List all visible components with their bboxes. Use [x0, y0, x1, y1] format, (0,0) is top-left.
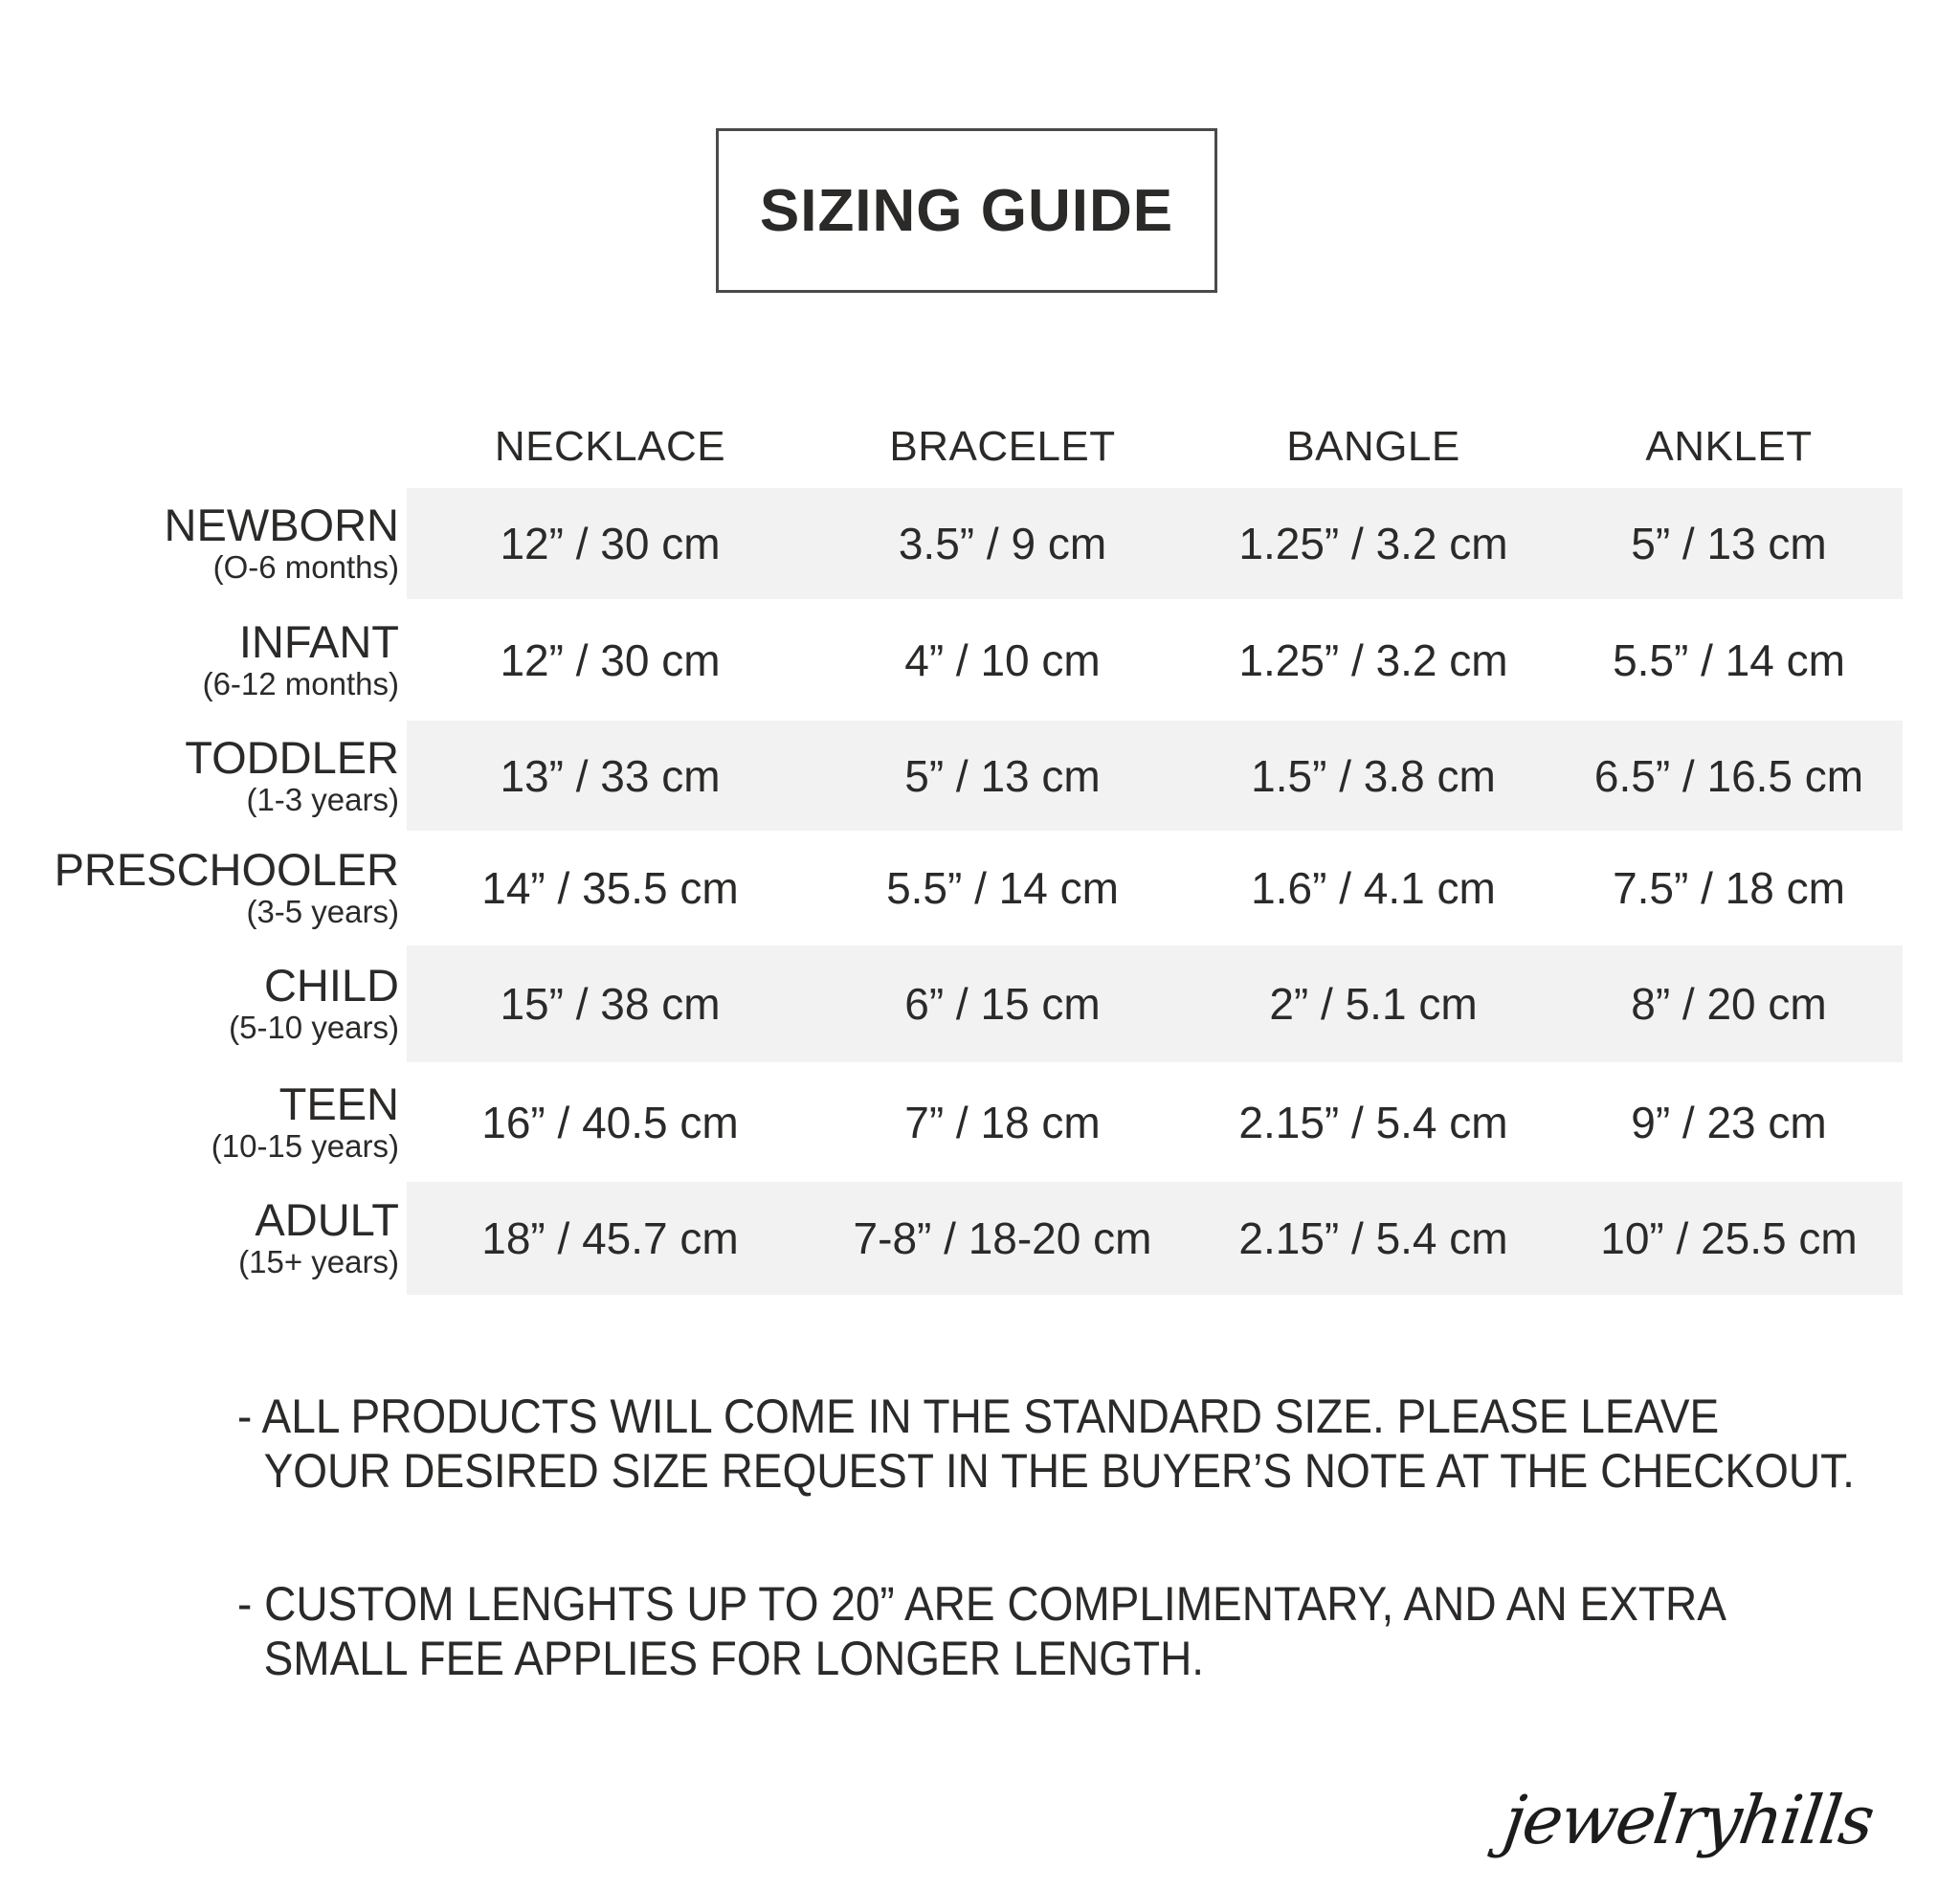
- page-title: SIZING GUIDE: [759, 177, 1174, 244]
- cell-child-necklace: 15” / 38 cm: [407, 945, 813, 1062]
- note-line: SMALL FEE APPLIES FOR LONGER LENGTH.: [263, 1632, 1205, 1685]
- note-line: - ALL PRODUCTS WILL COME IN THE STANDARD SIZE. PLEASE LEAVE: [237, 1390, 1720, 1443]
- row-label-text: CHILD: [263, 960, 399, 1011]
- cell-infant-necklace: 12” / 30 cm: [500, 634, 721, 685]
- row-label-preschooler: [0, 831, 407, 945]
- row-label-adult: [0, 1182, 407, 1295]
- row-age-text: (O-6 months): [212, 549, 399, 585]
- cell-infant-anklet: 5.5” / 14 cm: [1613, 634, 1845, 685]
- cell-newborn-bracelet: 3.5” / 9 cm: [813, 488, 1192, 599]
- column-header-bangle: BANGLE: [1286, 423, 1460, 470]
- cell-child-bracelet: 6” / 15 cm: [813, 945, 1192, 1062]
- row-age-text: (1-3 years): [246, 781, 399, 817]
- note-line: - CUSTOM LENGHTS UP TO 20” ARE COMPLIMENTARY, AND AN EXTRA: [237, 1577, 1726, 1631]
- cell-infant-bracelet: 4” / 10 cm: [904, 634, 1101, 685]
- cell-child-anklet: 8” / 20 cm: [1555, 945, 1903, 1062]
- row-label-text: ADULT: [255, 1194, 399, 1245]
- note-custom-lengths: [237, 1577, 1787, 1686]
- footer-notes: [237, 1390, 1922, 1686]
- row-age-text: (3-5 years): [246, 894, 399, 929]
- cell-toddler-bangle: 1.5” / 3.8 cm: [1192, 721, 1555, 831]
- row-label-teen: [0, 1062, 407, 1182]
- column-header-necklace: NECKLACE: [494, 423, 726, 470]
- cell-child-bangle: 2” / 5.1 cm: [1192, 945, 1555, 1062]
- cell-newborn-anklet: 5” / 13 cm: [1555, 488, 1903, 599]
- column-header-anklet: ANKLET: [1645, 423, 1813, 470]
- cell-adult-bangle: 2.15” / 5.4 cm: [1192, 1182, 1555, 1295]
- row-label-toddler: [0, 721, 407, 831]
- cell-toddler-anklet: 6.5” / 16.5 cm: [1555, 721, 1903, 831]
- row-age-text: (10-15 years): [211, 1127, 399, 1164]
- cell-teen-bracelet: 7” / 18 cm: [904, 1097, 1101, 1147]
- cell-newborn-necklace: 12” / 30 cm: [407, 488, 813, 599]
- cell-adult-anklet: 10” / 25.5 cm: [1555, 1182, 1903, 1295]
- cell-teen-bangle: 2.15” / 5.4 cm: [1238, 1097, 1508, 1147]
- cell-preschooler-necklace: 14” / 35.5 cm: [481, 863, 739, 913]
- cell-newborn-bangle: 1.25” / 3.2 cm: [1192, 488, 1555, 599]
- row-label-text: TEEN: [278, 1078, 399, 1129]
- row-label-text: NEWBORN: [164, 500, 399, 550]
- row-label-text: INFANT: [238, 615, 399, 667]
- brand-logo: jewelryhills: [1499, 1781, 1878, 1859]
- row-age-text: (5-10 years): [229, 1010, 399, 1045]
- cell-preschooler-bangle: 1.6” / 4.1 cm: [1251, 863, 1496, 913]
- column-header-bracelet: BRACELET: [889, 423, 1116, 470]
- sizing-table: [0, 397, 1903, 1295]
- note-line: YOUR DESIRED SIZE REQUEST IN THE BUYER’S NOTE AT THE CHECKOUT.: [263, 1444, 1855, 1498]
- cell-toddler-necklace: 13” / 33 cm: [407, 721, 813, 831]
- cell-teen-necklace: 16” / 40.5 cm: [481, 1097, 739, 1147]
- row-label-child: [0, 945, 407, 1062]
- row-label-newborn: [0, 488, 407, 599]
- row-label-text: PRESCHOOLER: [54, 844, 399, 895]
- cell-preschooler-anklet: 7.5” / 18 cm: [1613, 863, 1845, 913]
- title-box: [716, 128, 1217, 293]
- row-age-text: (6-12 months): [202, 665, 399, 701]
- row-age-text: (15+ years): [238, 1244, 399, 1279]
- corner-cell: [0, 397, 407, 488]
- cell-adult-necklace: 18” / 45.7 cm: [407, 1182, 813, 1295]
- cell-teen-anklet: 9” / 23 cm: [1631, 1097, 1827, 1147]
- row-label-text: TODDLER: [185, 731, 399, 783]
- cell-infant-bangle: 1.25” / 3.2 cm: [1238, 634, 1508, 685]
- note-standard-size: [237, 1390, 1855, 1499]
- row-label-infant: [0, 599, 407, 721]
- cell-preschooler-bracelet: 5.5” / 14 cm: [886, 863, 1119, 913]
- cell-toddler-bracelet: 5” / 13 cm: [813, 721, 1192, 831]
- cell-adult-bracelet: 7-8” / 18-20 cm: [813, 1182, 1192, 1295]
